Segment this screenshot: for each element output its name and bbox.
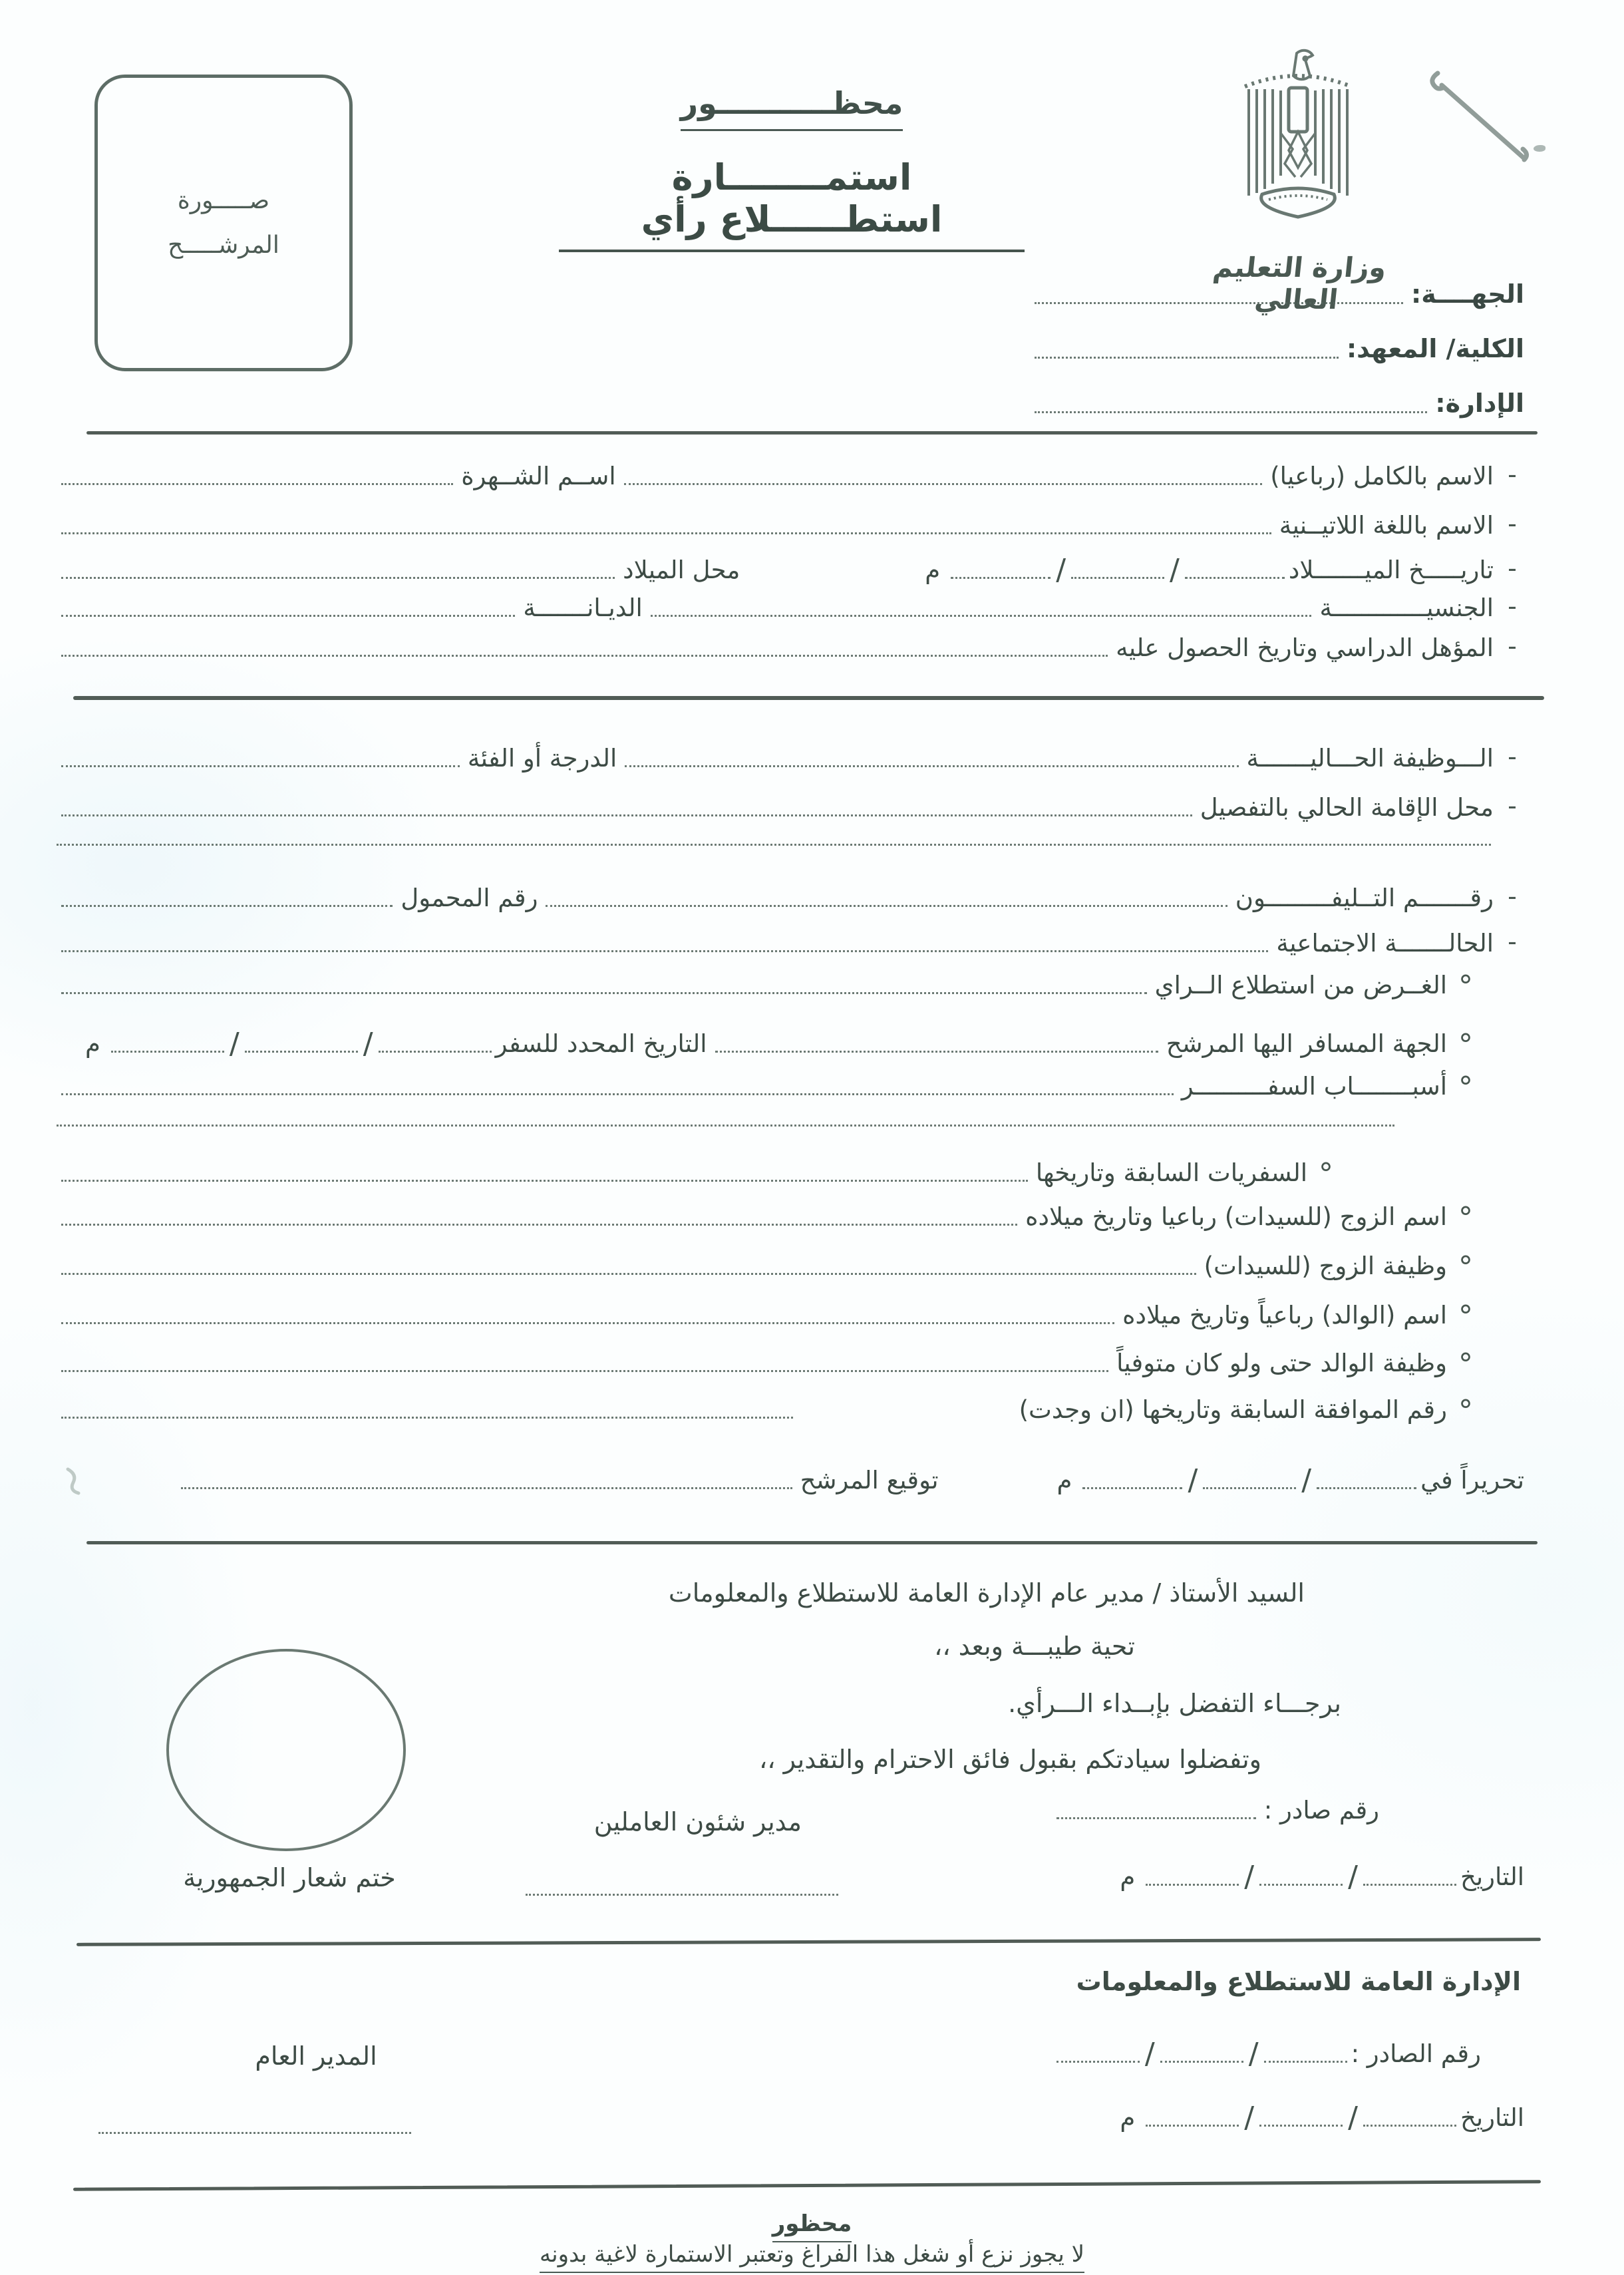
previous-trips-fill-field[interactable] — [61, 1180, 1028, 1182]
personnel-manager-signature-field[interactable] — [526, 1894, 838, 1896]
bullet-marker: ° — [1458, 1250, 1473, 1284]
grade-label: الدرجة أو الفئة — [467, 744, 617, 773]
section-divider-2 — [73, 696, 1544, 700]
dept-outgoing-seg3-fill-field[interactable] — [1056, 2061, 1140, 2063]
previous-trips-row — [53, 1157, 1345, 1191]
footer-warning-line — [0, 2241, 1624, 2273]
father-name-fill-field[interactable] — [61, 1322, 1114, 1324]
era-suffix: م — [925, 556, 941, 585]
father-job-label: وظيفة الوالد حتى ولو كان متوفياً — [1116, 1349, 1447, 1378]
dept-date-row — [852, 2099, 1524, 2133]
father-job-fill-field[interactable] — [61, 1370, 1108, 1372]
date-slash: / — [1188, 1463, 1198, 1497]
date-slash: / — [1244, 1860, 1255, 1894]
section-divider-1 — [86, 431, 1538, 435]
entity-field-row — [1027, 279, 1524, 309]
date-slash: / — [1056, 553, 1066, 587]
residence-continuation-fill-field[interactable] — [57, 844, 1491, 846]
full-name-label: الاسم بالكامل (رباعيا) — [1270, 462, 1494, 491]
date-slash: / — [1348, 1860, 1358, 1894]
dash-marker: - — [1508, 882, 1517, 911]
bullet-marker: ° — [1458, 1300, 1473, 1333]
era-suffix: م — [85, 1029, 100, 1059]
date-slash: / — [363, 1027, 373, 1061]
general-manager-signature-field[interactable] — [98, 2132, 411, 2134]
husband-name-row — [53, 1201, 1484, 1235]
request-date-day-fill-field[interactable] — [1363, 1884, 1456, 1886]
previous-approval-fill-field[interactable] — [61, 1417, 793, 1419]
faculty-fill-field[interactable] — [1035, 357, 1339, 359]
travel-destination-row — [80, 1025, 1484, 1062]
dash-marker: - — [1508, 460, 1517, 489]
date-slash: / — [1301, 1463, 1312, 1497]
date-slash: / — [1348, 2101, 1358, 2135]
era-suffix: م — [1120, 1862, 1136, 1892]
greeting-line: تحية طيبـــة وبعد ،، — [934, 1632, 1135, 1661]
dept-date-day-fill-field[interactable] — [1363, 2125, 1456, 2127]
travel-reasons-row — [53, 1071, 1484, 1105]
latin-name-row — [53, 510, 1531, 540]
current-job-fill-field[interactable] — [625, 765, 1238, 767]
qualification-row — [53, 632, 1531, 663]
bullet-marker: ° — [1319, 1157, 1333, 1191]
phone-row — [53, 882, 1531, 913]
known-name-label: اســم الشــهرة — [461, 462, 616, 491]
survey-purpose-label: الغــرض من استطلاع الــراي — [1154, 971, 1447, 1000]
bullet-marker: ° — [1458, 1028, 1473, 1062]
faculty-institute-label: الكلية/ المعهد: — [1346, 334, 1524, 363]
footer-warning: لا يجوز نزع أو شغل هذا الفراغ وتعتبر الاستمارة لاغية بدونه — [540, 2241, 1084, 2273]
nationality-row — [53, 592, 1531, 623]
addressee-line: السيد الأستاذ / مدير عام الإدارة العامة للاستطلاع والمعلومات — [668, 1578, 1305, 1608]
republic-stamp-area[interactable] — [166, 1649, 406, 1851]
date-slash: / — [229, 1027, 240, 1061]
previous-trips-label: السفريات السابقة وتاريخها — [1035, 1158, 1307, 1188]
section-divider-4 — [77, 1938, 1541, 1946]
attestation-year-fill-field[interactable] — [1082, 1487, 1182, 1489]
travel-day-fill-field[interactable] — [379, 1051, 492, 1053]
era-suffix: م — [1056, 1466, 1072, 1495]
written-at-label: تحريراً في — [1420, 1466, 1524, 1495]
egypt-eagle-emblem-icon — [1209, 45, 1387, 245]
stamp-caption: ختم شعار الجمهورية — [183, 1863, 396, 1892]
dept-date-label: التاريخ — [1460, 2103, 1524, 2133]
residence-row — [53, 792, 1531, 822]
travel-destination-label: الجهة المسافر اليها المرشح — [1166, 1029, 1447, 1059]
dash-marker: - — [1508, 742, 1517, 771]
full-name-fill-field[interactable] — [624, 483, 1263, 485]
birth-month-fill-field[interactable] — [1071, 577, 1164, 579]
classification-restricted: محظـــــــــــور — [681, 85, 903, 131]
grade-fill-field[interactable] — [61, 765, 460, 767]
current-job-row — [53, 743, 1531, 773]
mobile-fill-field[interactable] — [61, 905, 393, 907]
ink-smudge — [1534, 145, 1545, 152]
bullet-marker: ° — [1458, 1394, 1473, 1428]
qualification-fill-field[interactable] — [61, 655, 1108, 657]
birth-place-label: محل الميلاد — [623, 556, 740, 585]
mobile-label: رقم المحمول — [401, 884, 538, 913]
religion-fill-field[interactable] — [61, 615, 515, 617]
phone-label: رقـــــــم التــليفـــــــــون — [1235, 884, 1494, 913]
footer-classification-line — [0, 2210, 1624, 2242]
form-title: استمــــــــارة استطــــــلاع رأي — [559, 156, 1025, 252]
birth-date-label: تاريـــــخ الميـــــــلاد — [1288, 556, 1494, 585]
husband-job-label: وظيفة الزوج (للسيدات) — [1204, 1252, 1447, 1281]
husband-job-row — [53, 1250, 1484, 1284]
ministry-emblem-block — [1205, 45, 1391, 315]
travel-reasons-continuation-fill-field[interactable] — [57, 1125, 1394, 1127]
administration-label: الإدارة: — [1435, 389, 1524, 418]
current-job-label: الـــوظيفة الحـــاليـــــــة — [1246, 744, 1494, 773]
religion-label: الديـانـــــــة — [523, 594, 643, 623]
latin-name-fill-field[interactable] — [61, 532, 1271, 534]
husband-name-label: اسم الزوج (للسيدات) رباعيا وتاريخ ميلاده — [1025, 1202, 1447, 1232]
residence-fill-field[interactable] — [61, 814, 1192, 816]
dept-outgoing-seg2-fill-field[interactable] — [1160, 2061, 1243, 2063]
previous-approval-row — [53, 1394, 1484, 1428]
entity-fill-field[interactable] — [1035, 302, 1403, 304]
phone-fill-field[interactable] — [546, 905, 1227, 907]
dash-marker: - — [1508, 791, 1517, 820]
travel-reasons-label: أسبــــــــاب السفــــــــــر — [1181, 1072, 1447, 1101]
era-suffix: م — [1120, 2103, 1136, 2133]
survey-purpose-row — [53, 969, 1484, 1003]
outgoing-number-row — [1124, 1797, 1379, 1825]
bullet-marker: ° — [1458, 1071, 1473, 1105]
info-department-title: الإدارة العامة للاستطلاع والمعلومات — [1076, 1967, 1521, 1996]
dept-date-year-fill-field[interactable] — [1146, 2125, 1239, 2127]
full-name-row — [53, 460, 1531, 491]
request-date-month-fill-field[interactable] — [1259, 1884, 1343, 1886]
date-slash: / — [1244, 2101, 1255, 2135]
outgoing-number-fill-field[interactable] — [1056, 1817, 1256, 1819]
pen-scribble-mark — [1418, 64, 1538, 170]
dept-outgoing-number-label: رقم الصادر : — [1351, 2039, 1481, 2069]
travel-month-fill-field[interactable] — [245, 1051, 358, 1053]
attestation-row — [173, 1461, 1524, 1495]
dept-outgoing-seg1-fill-field[interactable] — [1264, 2061, 1347, 2063]
birth-day-fill-field[interactable] — [1185, 577, 1285, 579]
bullet-marker: ° — [1458, 1347, 1473, 1381]
ministry-name: وزارة التعليم العالي — [1211, 252, 1388, 315]
request-date-year-fill-field[interactable] — [1146, 1884, 1239, 1886]
father-job-row — [53, 1347, 1484, 1381]
father-name-label: اسم (الوالد) رباعياً وتاريخ ميلاده — [1122, 1301, 1447, 1330]
marital-status-row — [53, 928, 1531, 958]
dash-marker: - — [1508, 592, 1517, 621]
travel-destination-fill-field[interactable] — [715, 1051, 1158, 1053]
attestation-month-fill-field[interactable] — [1203, 1487, 1296, 1489]
husband-job-fill-field[interactable] — [61, 1273, 1196, 1275]
administration-fill-field[interactable] — [1035, 411, 1427, 413]
latin-name-label: الاسم باللغة اللاتيــنية — [1279, 511, 1494, 540]
candidate-signature-fill-field[interactable] — [181, 1487, 792, 1489]
faculty-field-row — [1027, 334, 1524, 363]
travel-date-label: التاريخ المحدد للسفر — [495, 1029, 707, 1059]
personnel-manager-label: مدير شئون العاملين — [593, 1807, 802, 1837]
request-body-line: برجـــاء التفضل بإبــداء الـــرأي. — [1008, 1689, 1341, 1718]
attestation-day-fill-field[interactable] — [1317, 1487, 1416, 1489]
date-slash: / — [1144, 2037, 1155, 2071]
residence-label: محل الإقامة الحالي بالتفصيل — [1200, 793, 1494, 822]
dept-date-month-fill-field[interactable] — [1259, 2125, 1343, 2127]
outgoing-number-label: رقم صادر : — [1263, 1796, 1379, 1825]
dash-marker: - — [1508, 927, 1517, 956]
dash-marker: - — [1508, 509, 1517, 538]
administration-field-row — [1027, 389, 1524, 418]
photo-box-label-line2: المرشـــــح — [168, 232, 279, 259]
marital-status-label: الحالـــــــة الاجتماعية — [1276, 929, 1494, 958]
dash-marker: - — [1508, 631, 1517, 661]
birth-place-fill-field[interactable] — [61, 577, 615, 579]
bullet-marker: ° — [1458, 969, 1473, 1003]
previous-approval-label: رقم الموافقة السابقة وتاريخها (ان وجدت) — [1019, 1395, 1447, 1425]
request-date-label: التاريخ — [1460, 1862, 1524, 1892]
pencil-mark — [59, 1461, 98, 1501]
known-name-fill-field[interactable] — [61, 483, 453, 485]
request-date-row — [852, 1858, 1524, 1892]
travel-reasons-fill-field[interactable] — [61, 1093, 1174, 1095]
bullet-marker: ° — [1458, 1201, 1473, 1235]
father-name-row — [53, 1300, 1484, 1333]
travel-year-fill-field[interactable] — [111, 1051, 224, 1053]
nationality-label: الجنسيـــــــــــــة — [1319, 594, 1494, 623]
candidate-signature-label: توقيع المرشح — [800, 1466, 939, 1495]
qualification-label: المؤهل الدراسي وتاريخ الحصول عليه — [1116, 633, 1494, 663]
candidate-photo-box[interactable] — [94, 75, 353, 371]
marital-status-fill-field[interactable] — [61, 950, 1268, 952]
section-divider-5 — [73, 2180, 1541, 2191]
dept-outgoing-number-row — [971, 2035, 1481, 2069]
closing-line: وتفضلوا سيادتكم بقبول فائق الاحترام والتقدير ،، — [759, 1745, 1261, 1774]
date-slash: / — [1248, 2037, 1259, 2071]
dash-marker: - — [1508, 553, 1517, 583]
section-divider-3 — [86, 1541, 1538, 1544]
general-manager-label: المدير العام — [255, 2041, 377, 2071]
date-slash: / — [1170, 553, 1180, 587]
birth-date-row — [53, 551, 1531, 585]
survey-purpose-fill-field[interactable] — [61, 992, 1147, 994]
form-heading — [559, 85, 1025, 252]
footer-classification: محظور — [772, 2210, 852, 2242]
photo-box-label-line1: صـــــورة — [177, 187, 270, 214]
husband-name-fill-field[interactable] — [61, 1224, 1017, 1226]
entity-label: الجهــــة: — [1411, 279, 1524, 309]
birth-year-fill-field[interactable] — [951, 577, 1051, 579]
nationality-fill-field[interactable] — [651, 615, 1312, 617]
